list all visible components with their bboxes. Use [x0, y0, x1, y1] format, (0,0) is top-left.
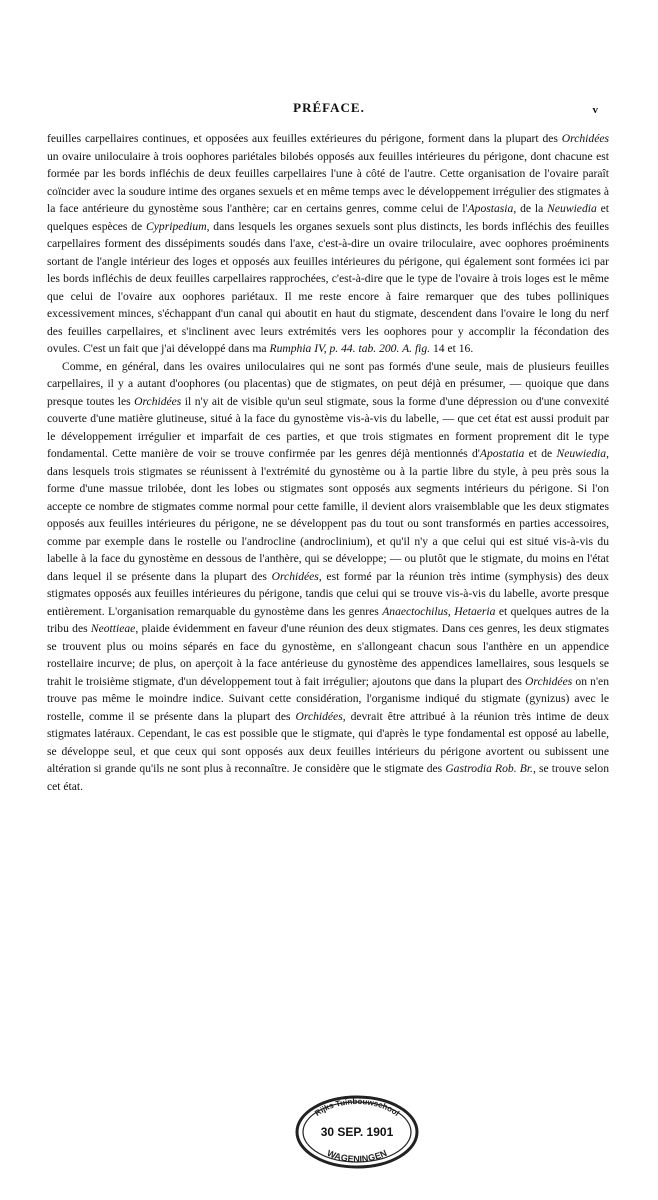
italic-run: Neottieae — [90, 622, 136, 635]
italic-run: Orchidées — [561, 132, 609, 145]
text-run: et quelques espèces de — [47, 202, 610, 233]
italic-run: Neuwiedia — [547, 202, 597, 215]
italic-run: Anaectochilus — [382, 604, 448, 618]
italic-run: Orchidées — [295, 709, 343, 723]
preface-body — [47, 130, 609, 795]
italic-run: Hetaeria — [454, 604, 496, 618]
paragraph-1 — [47, 130, 609, 358]
text-run: il n'y ait de visible qu'un seul stigmate, sous la forme d'une dépression ou d'une convexité couverte d'une matière glutineuse, situé à la face du gynostème vis-à-vis du labelle, — que cet état est aussi produit par le développement irrégulier et imparfait de ces parties, et que trois stigmates en forment proprement dit le type fondamental. Cette manière de voir se trouve confirmée par les genres déjà mentionnés d' — [47, 394, 609, 460]
text-run: un ovaire uniloculaire à trois oophores pariétales bilobés opposés aux feuilles intérieures du périgone, dont chacune est formée par les bords infléchis de deux feuilles carpellaires l'une à côté de l'autre. Cette organisation de l'ovaire paraît coïncider avec la soudure intime des organes sexuels et en même temps avec le développement irrégulier des stigmates à la face antérieure du gynostème sous l'anthère; car en certains genres, comme celui de l' — [47, 149, 609, 215]
text-run: , dans lesquels trois stigmates se réunissent à l'extrémité du gynostème ou à la partie libre du style, à peu près sous la forme d'une massue trilobée, dont les lobes ou stigmates sont opposés aux segments intérieurs du périgone. Si l'on accepte ce nombre de stigmates comme normal pour cette famille, il devient alors vraisemblable que les deux stigmates opposés aux feuilles intérieures du périgone, ne se développent pas du tout ou sont transformés en parties accessoires, comme par exemple dans le rostelle ou l'androcline (androclinium), et qu'il n'y a que celui qui est situé vis-à-vis du labelle à la face du gynostème en dessous de l'anthère, qui se développe; — ou plutôt que le stigmate, du moins en l'état dans lequel il se présente dans la plupart des — [47, 447, 609, 583]
stamp-date: 30 SEP. 1901 — [320, 1125, 394, 1139]
italic-run: Orchidées — [134, 394, 182, 408]
text-run: , est formé par la réunion très intime (symphysis) des deux stigmates opposés aux feuilles intérieures du périgone, tandis que celui qui se trouve vis-à-vis du labelle, avorte presque entièrement. L'organisation remarquable du gynostème dans les genres — [47, 569, 609, 618]
text-run: , dans lesquels les organes sexuels sont plus distincts, les bords infléchis des feuilles carpellaires forment des dissépiments soudés dans l'axe, c'est-à-dire un ovaire triloculaire, avec oophores proéminents sortant de l'angle intérieur des loges et opposés aux feuilles intérieures du périgone, qui également sont formées ici par les bords infléchis de deux feuilles carpellaires rapprochées, c'est-à-dire que le type de l'ovaire à trois loges est le même que celui de l'ovaire aux oophores pariétaux. Il me reste encore à faire remarquer que des tubes polliniques excessivement minces, s'échappant d'un canal qui aboutit en haut du stigmate, descendent dans l'ovaire le long du nerf des feuilles carpellaires, et s'inclinent avec leurs extrémités vers les oophores pour y accomplir la fécondation des ovules. C'est un fait que j'ai développé dans ma — [47, 219, 609, 355]
text-run: 14 et 16. — [430, 342, 474, 355]
text-run: Comme, en général, dans les ovaires uniloculaires qui ne sont pas formés d'une seule, mais de plusieurs feuilles carpellaires, il y a autant d'oophores (ou placentas) que de stigmates, on peut déjà en présumer, — quoique que dans presque toutes les — [47, 359, 609, 408]
text-run: et quelques autres de la tribu des — [47, 604, 609, 635]
text-run: , devrait être attribué à la réunion très intime de deux stigmates latéraux. Cependant, le cas est possible que le stigmate, qui d'après le type fondamental est opposé au labelle, se développe seul, et que ceux qui sont opposés aux deux feuilles intérieurs du périgone avortent ou subissent une altération si grande qu'ils ne sont plus à reconnaître. Je considère que le stigmate des — [47, 709, 609, 775]
text-run: , plaide évidemment en faveur d'une réunion des deux stigmates. Dans ces genres, les deux stigmates se trouvent plus ou moins séparés en face du gynostème, en s'allongeant chacun sous l'anthère en un appendice rostellaire incurve; de plus, on aperçoit à la face antérieuse du gynostème des appendices lamellaires, sous lesquels se trahit le troisième stigmate, d'un développement tout à fait irrégulier; ajoutons que dans la plupart des — [47, 622, 609, 688]
library-stamp — [294, 1094, 420, 1170]
italic-run: Gastrodia Rob. Br. — [445, 762, 533, 775]
text-run: et de — [524, 447, 557, 460]
text-run: on n'en trouve pas même le moindre indice. Suivant cette considération, l'organisme indiqué du stigmate (gynizus) avec le rostelle, comme il se présente dans la plupart des — [47, 674, 609, 723]
italic-citation: Rumphia IV, p. 44. tab. 200. A. fig. — [269, 342, 431, 355]
italic-run: Neuwiedia — [556, 447, 607, 460]
italic-run: Cypripedium — [146, 219, 207, 233]
stamp-bottom-text: WAGENINGEN — [325, 1147, 389, 1165]
italic-run: Apostatia — [479, 447, 525, 460]
stamp-top-text: Rijks Tuinbouwschool — [313, 1096, 402, 1118]
text-run: feuilles carpellaires continues, et opposées aux feuilles extérieures du périgone, forment dans la plupart des — [47, 132, 562, 145]
paragraph-2 — [47, 358, 609, 796]
italic-run: Orchidées — [525, 674, 573, 688]
italic-run: Apostasia — [467, 202, 514, 215]
page-header-title: PRÉFACE. — [293, 100, 365, 115]
text-run: , de la — [513, 202, 548, 215]
italic-run: Orchidées — [271, 569, 319, 583]
page-number: v — [592, 104, 598, 116]
text-run: , — [447, 604, 455, 618]
text-run: , se trouve selon cet état. — [47, 762, 609, 793]
stamp-graphic — [294, 1094, 420, 1170]
